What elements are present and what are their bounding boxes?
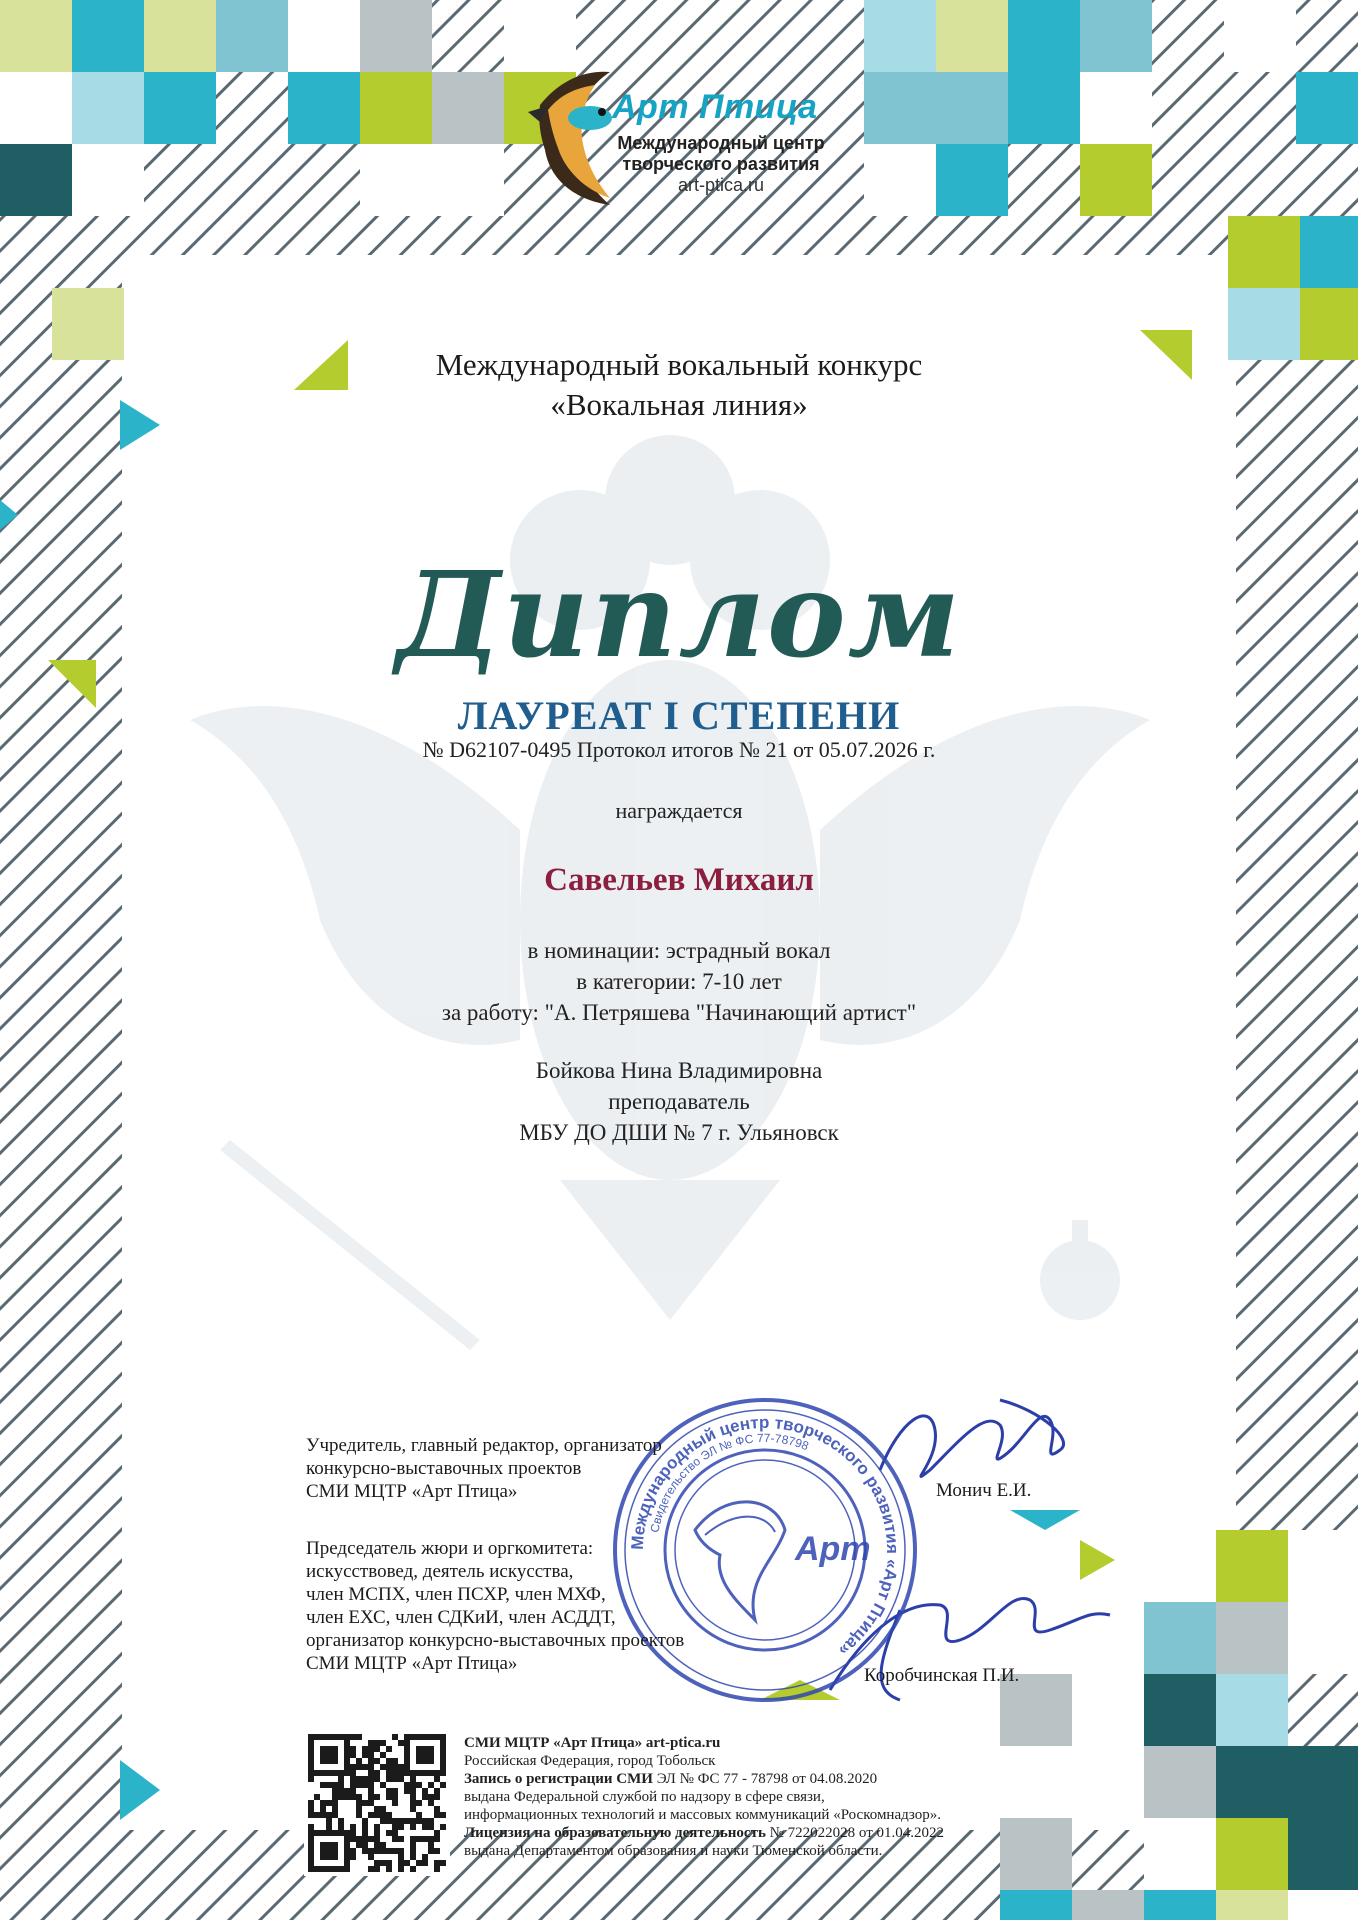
jury-signature-block [306, 1537, 684, 1675]
qr-module [434, 1836, 440, 1842]
qr-module [386, 1758, 392, 1764]
qr-module [374, 1860, 380, 1866]
qr-module [404, 1782, 410, 1788]
qr-module [380, 1740, 386, 1746]
qr-module [392, 1836, 398, 1842]
teacher-role: преподаватель [608, 1089, 750, 1114]
qr-module [368, 1866, 374, 1872]
awarded-label: награждается [615, 798, 743, 823]
qr-module [380, 1842, 386, 1848]
qr-module [374, 1758, 380, 1764]
qr-module [398, 1860, 404, 1866]
qr-module [440, 1782, 446, 1788]
footer-location: Российская Федерация, город Тобольск [464, 1753, 716, 1769]
mosaic-square [1216, 1746, 1288, 1818]
footer-license-issuer: выдана Департаментом образования и науки Тюменской области. [464, 1843, 883, 1859]
qr-module [434, 1812, 440, 1818]
qr-module [338, 1782, 344, 1788]
qr-module [392, 1758, 398, 1764]
mosaic-square [864, 0, 936, 72]
qr-module [422, 1836, 428, 1842]
qr-module [434, 1866, 440, 1872]
qr-code [304, 1730, 450, 1876]
qr-module [350, 1746, 356, 1752]
qr-module [362, 1782, 368, 1788]
qr-module [416, 1860, 422, 1866]
qr-module [392, 1734, 398, 1740]
jury-line: организатор конкурсно-выставочных проектов [306, 1630, 685, 1651]
qr-module [404, 1818, 410, 1824]
jury-line: Председатель жюри и оргкомитета: [306, 1538, 594, 1559]
qr-module [368, 1758, 374, 1764]
winner-name: Савельев Михаил [544, 862, 814, 898]
mosaic-square [1144, 1818, 1216, 1890]
mosaic-square [936, 72, 1008, 144]
qr-module [368, 1812, 374, 1818]
founder-signature-block [306, 1434, 662, 1503]
mosaic-square [144, 72, 216, 144]
mosaic-square [72, 72, 144, 144]
teacher-name: Бойкова Нина Владимировна [535, 1058, 823, 1083]
qr-module [392, 1776, 398, 1782]
qr-module [368, 1788, 374, 1794]
qr-module [350, 1752, 356, 1758]
qr-module [392, 1830, 398, 1836]
qr-module [374, 1830, 380, 1836]
mosaic-square [1288, 1602, 1358, 1674]
mosaic-square [1288, 1818, 1358, 1890]
qr-module [374, 1848, 380, 1854]
qr-module [320, 1746, 338, 1764]
qr-module [350, 1776, 356, 1782]
qr-module [428, 1836, 434, 1842]
qr-module [410, 1782, 416, 1788]
qr-module [308, 1824, 314, 1830]
qr-module [440, 1860, 446, 1866]
mosaic-square [1080, 0, 1152, 72]
mosaic-square [1072, 1890, 1144, 1920]
qr-module [428, 1842, 434, 1848]
contest-title-line2: «Вокальная линия» [550, 387, 808, 422]
qr-module [410, 1824, 416, 1830]
qr-module [410, 1794, 416, 1800]
qr-module [356, 1794, 362, 1800]
qr-module [386, 1830, 392, 1836]
qr-module [380, 1860, 386, 1866]
contest-title [0, 345, 1358, 425]
qr-module [356, 1842, 362, 1848]
svg-text:Свидетельство ЭЛ № ФС 77-78798 [647, 1431, 811, 1534]
qr-module [398, 1818, 404, 1824]
nomination-line: в номинации: эстрадный вокал [527, 938, 831, 963]
footer-legal-info [464, 1734, 944, 1860]
qr-module [416, 1818, 422, 1824]
mosaic-square [360, 144, 432, 216]
qr-module [362, 1830, 368, 1836]
qr-module [398, 1770, 404, 1776]
qr-module [368, 1740, 374, 1746]
qr-module [326, 1812, 332, 1818]
qr-module [338, 1788, 344, 1794]
footer-media-name: СМИ МЦТР «Арт Птица» art-ptica.ru [464, 1735, 721, 1751]
footer-issued-by-cont: информационных технологий и массовых коммуникаций «Роскомнадзор». [464, 1807, 942, 1823]
mosaic-square [936, 0, 1008, 72]
mosaic-square [1144, 1746, 1216, 1818]
qr-module [380, 1812, 386, 1818]
laureate-degree: ЛАУРЕАТ I СТЕПЕНИ [457, 693, 901, 738]
logo-url: art-ptica.ru [677, 175, 765, 195]
mosaic-square [1216, 1530, 1288, 1602]
jury-line: член ЕХС, член СДКиИ, член АСДДТ, [306, 1607, 616, 1628]
qr-module [440, 1812, 446, 1818]
qr-module [398, 1836, 404, 1842]
mosaic-square [360, 72, 432, 144]
qr-module [434, 1776, 440, 1782]
qr-module [362, 1818, 368, 1824]
qr-module [410, 1848, 416, 1854]
qr-module [398, 1740, 404, 1746]
mosaic-square [1216, 1674, 1288, 1746]
qr-module [314, 1812, 320, 1818]
mosaic-square [1216, 1890, 1288, 1920]
qr-module [362, 1824, 368, 1830]
qr-module [338, 1818, 344, 1824]
jury-line: член МСПХ, член ПСХР, член МХФ, [306, 1584, 606, 1605]
founder-line: СМИ МЦТР «Арт Птица» [306, 1481, 518, 1502]
qr-module [338, 1776, 344, 1782]
qr-module [368, 1752, 374, 1758]
qr-module [422, 1860, 428, 1866]
qr-module [434, 1794, 440, 1800]
qr-module [308, 1800, 314, 1806]
jury-line: искусствовед, деятель искусства, [306, 1561, 574, 1582]
qr-module [320, 1782, 326, 1788]
qr-module [428, 1800, 434, 1806]
qr-module [326, 1818, 332, 1824]
qr-module [332, 1806, 338, 1812]
qr-module [410, 1776, 416, 1782]
qr-module [434, 1806, 440, 1812]
qr-module [374, 1806, 380, 1812]
qr-module [410, 1800, 416, 1806]
qr-module [410, 1836, 416, 1842]
qr-module [314, 1794, 320, 1800]
qr-module [320, 1806, 326, 1812]
mosaic-square [1288, 1530, 1358, 1602]
footer-issued-by: выдана Федеральной службой по надзору в сфере связи, [464, 1789, 825, 1805]
qr-module [422, 1788, 428, 1794]
qr-module [422, 1794, 428, 1800]
logo-subtitle-line1: Международный центр [617, 133, 825, 153]
qr-module [332, 1794, 338, 1800]
mosaic-square [1228, 216, 1300, 288]
mosaic-square [1216, 1602, 1288, 1674]
qr-module [416, 1746, 434, 1764]
founder-line: конкурсно-выставочных проектов [306, 1458, 582, 1479]
mosaic-square [1300, 216, 1358, 288]
qr-module [356, 1776, 362, 1782]
qr-module [392, 1764, 398, 1770]
mosaic-square [144, 0, 216, 72]
footer-license-number: № 722022028 от 01.04.2022 [765, 1825, 945, 1841]
qr-module [392, 1794, 398, 1800]
qr-module [344, 1788, 350, 1794]
qr-module [410, 1854, 416, 1860]
qr-module [380, 1752, 386, 1758]
qr-module [326, 1824, 332, 1830]
mosaic-square [0, 72, 72, 144]
qr-module [386, 1818, 392, 1824]
work-line: за работу: "А. Петряшева "Начинающий артист" [441, 1000, 917, 1025]
qr-module [380, 1782, 386, 1788]
mosaic-square [1216, 1818, 1288, 1890]
qr-module [392, 1818, 398, 1824]
qr-module [428, 1782, 434, 1788]
category-line: в категории: 7-10 лет [576, 969, 782, 994]
qr-module [350, 1836, 356, 1842]
mosaic-square [0, 144, 72, 216]
qr-module [386, 1812, 392, 1818]
mosaic-square [1008, 72, 1080, 144]
footer-registration-number: ЭЛ № ФС 77 - 78798 от 04.08.2020 [652, 1771, 878, 1787]
qr-module [356, 1758, 362, 1764]
qr-module [362, 1764, 368, 1770]
jury-chair-name: Коробчинская П.И. [864, 1665, 1020, 1686]
qr-module [320, 1842, 338, 1860]
mosaic-square [864, 72, 936, 144]
qr-module [356, 1764, 362, 1770]
qr-module [434, 1830, 440, 1836]
qr-module [386, 1788, 392, 1794]
qr-module [356, 1836, 362, 1842]
mosaic-square [864, 144, 936, 216]
qr-module [350, 1824, 356, 1830]
mosaic-square [432, 72, 504, 144]
qr-module [356, 1782, 362, 1788]
qr-module [386, 1866, 392, 1872]
qr-module [380, 1818, 386, 1824]
jury-line: СМИ МЦТР «Арт Птица» [306, 1653, 518, 1674]
qr-module [368, 1800, 374, 1806]
qr-module [398, 1764, 404, 1770]
qr-module [398, 1848, 404, 1854]
mosaic-square [1000, 1818, 1072, 1890]
qr-module [410, 1842, 416, 1848]
qr-module [350, 1770, 356, 1776]
mosaic-square [432, 144, 504, 216]
qr-module [356, 1800, 362, 1806]
qr-module [350, 1782, 356, 1788]
qr-module [404, 1860, 410, 1866]
contest-title-line1: Международный вокальный конкурс [435, 347, 923, 382]
qr-module [350, 1734, 356, 1740]
mosaic-square [288, 72, 360, 144]
qr-module [434, 1848, 440, 1854]
qr-module [404, 1788, 410, 1794]
qr-module [416, 1800, 422, 1806]
qr-module [350, 1830, 356, 1836]
qr-module [410, 1788, 416, 1794]
qr-module [362, 1842, 368, 1848]
qr-module [362, 1752, 368, 1758]
stamp-center-text: Арт [795, 1530, 871, 1568]
qr-module [374, 1836, 380, 1842]
qr-module [356, 1734, 362, 1740]
qr-module [398, 1866, 404, 1872]
qr-module [320, 1800, 326, 1806]
qr-module [332, 1812, 338, 1818]
qr-module [368, 1746, 374, 1752]
qr-module [410, 1818, 416, 1824]
qr-module [380, 1764, 386, 1770]
qr-module [368, 1848, 374, 1854]
footer-license-label: Лицензия на образовательную деятельность [464, 1825, 766, 1841]
mosaic-square [1000, 1890, 1072, 1920]
footer-registration-label: Запись о регистрации СМИ [464, 1771, 653, 1787]
nomination-block [0, 935, 1358, 1028]
mosaic-square [1296, 72, 1358, 144]
qr-module [332, 1782, 338, 1788]
qr-module [308, 1776, 314, 1782]
qr-module [398, 1776, 404, 1782]
qr-module [440, 1824, 446, 1830]
qr-module [350, 1794, 356, 1800]
mosaic-square [216, 0, 288, 72]
qr-module [368, 1794, 374, 1800]
qr-module [368, 1770, 374, 1776]
qr-module [374, 1740, 380, 1746]
qr-module [428, 1794, 434, 1800]
qr-module [362, 1746, 368, 1752]
mosaic-square [1288, 1746, 1358, 1818]
qr-module [338, 1824, 344, 1830]
stamp-inner-text: Свидетельство ЭЛ № ФС 77-78798 [647, 1430, 811, 1534]
qr-module [368, 1782, 374, 1788]
qr-module [326, 1800, 332, 1806]
qr-module [374, 1770, 380, 1776]
qr-module [308, 1812, 314, 1818]
qr-module [362, 1776, 368, 1782]
teacher-block [0, 1055, 1358, 1148]
qr-module [392, 1788, 398, 1794]
founder-name: Монич Е.И. [936, 1480, 1032, 1501]
qr-module [308, 1806, 314, 1812]
qr-module [332, 1800, 338, 1806]
qr-module [374, 1866, 380, 1872]
qr-module [368, 1836, 374, 1842]
mosaic-square [72, 144, 144, 216]
qr-module [374, 1794, 380, 1800]
qr-module [332, 1788, 338, 1794]
qr-module [374, 1776, 380, 1782]
qr-module [422, 1818, 428, 1824]
qr-module [374, 1842, 380, 1848]
qr-module [392, 1824, 398, 1830]
mosaic-square [504, 0, 576, 72]
protocol-number: № D62107-0495 Протокол итогов № 21 от 05.07.2026 г. [422, 737, 936, 762]
qr-module [344, 1794, 350, 1800]
mosaic-square [1288, 1890, 1358, 1920]
qr-module [422, 1824, 428, 1830]
qr-module [416, 1836, 422, 1842]
qr-module [398, 1854, 404, 1860]
qr-module [386, 1776, 392, 1782]
qr-module [386, 1848, 392, 1854]
qr-module [392, 1770, 398, 1776]
qr-module [362, 1800, 368, 1806]
qr-module [386, 1860, 392, 1866]
qr-module [368, 1776, 374, 1782]
qr-module [416, 1782, 422, 1788]
qr-module [380, 1848, 386, 1854]
mosaic-square [936, 144, 1008, 216]
qr-module [380, 1806, 386, 1812]
mosaic-square [1008, 0, 1080, 72]
qr-module [428, 1824, 434, 1830]
qr-module [386, 1794, 392, 1800]
qr-module [428, 1818, 434, 1824]
qr-module [410, 1866, 416, 1872]
qr-module [386, 1746, 392, 1752]
qr-module [320, 1812, 326, 1818]
qr-module [356, 1812, 362, 1818]
mosaic-square [72, 0, 144, 72]
qr-module [428, 1848, 434, 1854]
qr-module [356, 1806, 362, 1812]
mosaic-square [1144, 1674, 1216, 1746]
qr-module [326, 1782, 332, 1788]
qr-module [434, 1860, 440, 1866]
qr-module [392, 1848, 398, 1854]
qr-module [374, 1824, 380, 1830]
qr-module [362, 1848, 368, 1854]
qr-module [350, 1764, 356, 1770]
qr-module [392, 1800, 398, 1806]
qr-module [386, 1770, 392, 1776]
qr-module [350, 1848, 356, 1854]
mosaic-square [1080, 144, 1152, 216]
qr-module [350, 1854, 356, 1860]
qr-module [434, 1788, 440, 1794]
qr-module [374, 1812, 380, 1818]
qr-module [416, 1812, 422, 1818]
qr-module [410, 1806, 416, 1812]
mosaic-square [1224, 0, 1296, 72]
mosaic-square [1080, 72, 1152, 144]
qr-module [368, 1854, 374, 1860]
qr-module [368, 1764, 374, 1770]
mosaic-square [0, 0, 72, 72]
logo-subtitle-line2: творческого развития [622, 154, 820, 174]
qr-module [422, 1854, 428, 1860]
qr-module [338, 1794, 344, 1800]
qr-module [350, 1788, 356, 1794]
qr-module [362, 1836, 368, 1842]
qr-module [374, 1746, 380, 1752]
mosaic-square [288, 0, 360, 72]
teacher-school: МБУ ДО ДШИ № 7 г. Ульяновск [519, 1120, 839, 1145]
founder-line: Учредитель, главный редактор, организатор [306, 1435, 662, 1456]
qr-module [386, 1764, 392, 1770]
mosaic-square [1144, 1602, 1216, 1674]
diploma-title: Диплом [396, 545, 962, 684]
stamp-outer-text: Международный центр творческого развития «Арт Птица» [627, 1412, 903, 1661]
logo-name: Арт Птица [612, 88, 818, 126]
qr-module [398, 1824, 404, 1830]
mosaic-square [360, 0, 432, 72]
mosaic-square [1144, 1890, 1216, 1920]
